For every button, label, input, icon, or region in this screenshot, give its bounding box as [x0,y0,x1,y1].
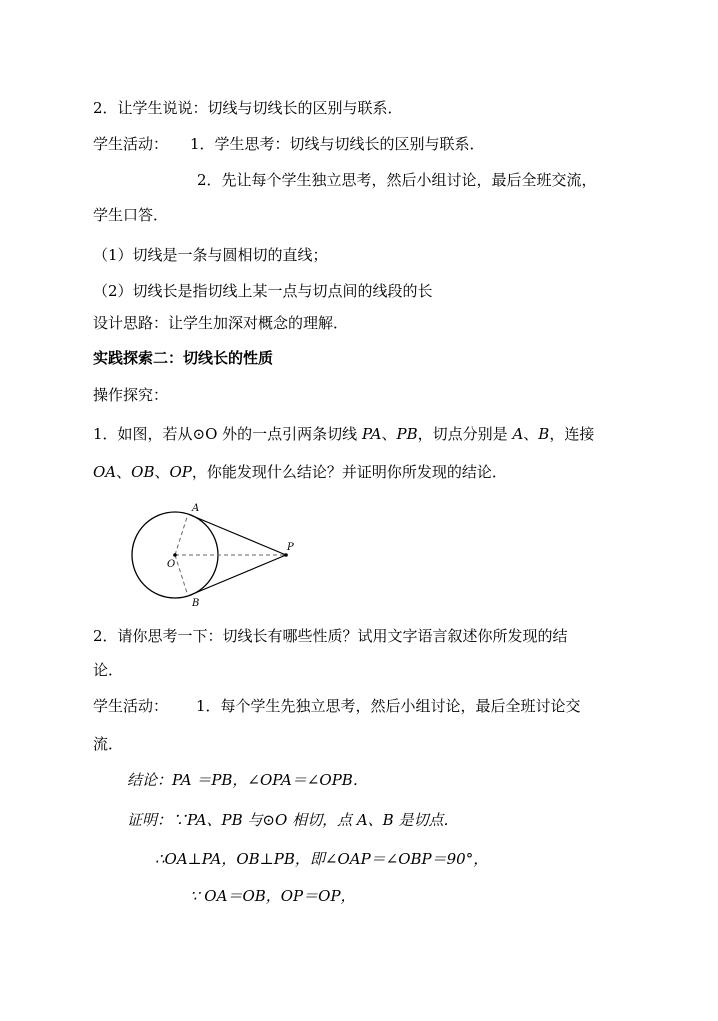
tangent-line-pa [188,514,286,555]
label-p: P [287,542,294,553]
conclusion-line: 结论：PA ＝PB，∠OPA＝∠OPB． [127,771,368,789]
point-o [173,553,177,557]
label-o: O [167,559,176,570]
text-line: 2．先让每个学生独立思考，然后小组讨论，最后全班交流， [197,171,597,189]
text-line: 设计思路：让学生加深对概念的理解． [93,314,349,332]
math-var: OP [169,463,192,481]
text-span: ，你能发现什么结论？并证明你所发现的结论． [191,463,507,481]
proof-line: ∵ OA＝OB，OP＝OP， [190,887,356,905]
text-span: 1．如图，若从⊙O 外的一点引两条切线 [93,425,362,443]
text-span: 、 [381,425,397,443]
tangent-figure [126,498,298,612]
label-b: B [192,598,200,609]
text-span: ，连接 [549,425,595,443]
proof-line: ∴OA⊥PA，OB⊥PB，即∠OAP＝∠OBP＝90°， [155,850,489,868]
text-line: 学生口答． [93,206,169,224]
text-line: （1）切线是一条与圆相切的直线； [93,246,328,264]
text-line: 2．让学生说说：切线与切线长的区别与联系． [93,99,403,117]
text-line: 1．学生思考：切线与切线长的区别与联系． [190,135,485,153]
text-line: 操作探究： [93,386,169,404]
math-var: OB [131,463,155,481]
text-span: 、 [523,425,539,443]
text-line: 学生活动： [93,135,169,153]
tangent-line-pb [188,555,286,596]
proof-line: 证明：∵PA、PB 与⊙O 相切，点 A、B 是切点． [127,811,459,829]
math-var: OA [93,463,117,481]
text-span: 、 [116,463,132,481]
text-line: 论． [93,661,124,679]
text-line: 学生活动： [93,697,169,715]
math-var: B [538,425,550,443]
math-var: PA [361,425,382,443]
text-line [93,462,507,482]
segment-oa [175,514,188,555]
math-var: A [512,425,524,443]
text-line: 流． [93,735,124,753]
text-line: 1．每个学生先独立思考，然后小组讨论，最后全班讨论交 [196,697,581,715]
segment-ob [175,555,188,596]
label-a: A [192,503,200,514]
text-span: ，切点分别是 [417,425,513,443]
section-heading: 实践探索二：切线长的性质 [93,349,274,367]
text-line: 2．请你思考一下：切线长有哪些性质？试用文字语言叙述你所发现的结 [93,627,568,645]
text-line [93,424,594,444]
text-line: （2）切线长是指切线上某一点与切点间的线段的长 [93,282,433,300]
point-p [284,553,288,557]
text-span: 、 [154,463,170,481]
math-var: PB [396,425,418,443]
